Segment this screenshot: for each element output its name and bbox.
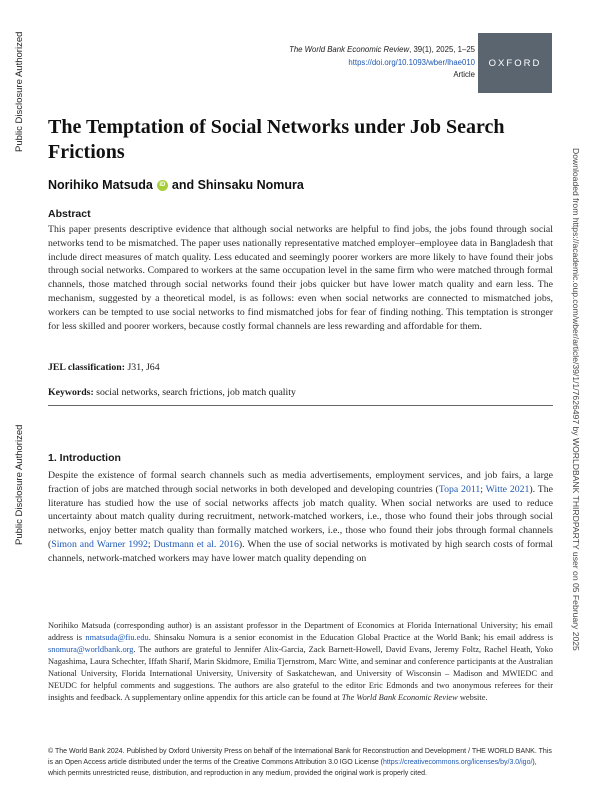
footnote-text-1: Norihiko Matsuda (corresponding author) is an assistant professor in the Department of Economics at Florida International University; his email address is xyxy=(48,621,553,642)
license-notice xyxy=(48,747,553,779)
keywords-label: Keywords: xyxy=(48,387,94,398)
publisher-logo: OXFORD xyxy=(478,33,552,93)
abstract-text: This paper presents descriptive evidence that although social networks are helpful to find jobs, the jobs found through social networks tend to be mismatched. The paper uses nationally representative matched employer–employee data in Bangladesh that include direct measures of match quality. Less educated and seemingly poorer workers are more likely to have found their jobs through social networks. Compared to workers at the same occupation level in the same firm who were matched through formal channels, those matched through social networks found their jobs quicker but have lower match quality and earn less. The mechanism, suggested by a theoretical model, is as follows: even when social networks are connected to mismatched jobs, workers can be tempted to use social networks to find mismatched jobs for fear of finding nothing. This temptation is stronger for less skilled and poorer workers, because costly formal channels are less rewarding and affordable for them. xyxy=(48,224,553,332)
doi-link[interactable]: https://doi.org/10.1093/wber/lhae010 xyxy=(348,57,475,67)
article-type: Article xyxy=(453,70,475,79)
keywords-list: social networks, search frictions, job match quality xyxy=(93,387,296,398)
jel-label: JEL classification: xyxy=(48,362,126,373)
citation-separator-1: ; xyxy=(480,483,486,495)
footnote-text-4: website. xyxy=(457,693,488,702)
introduction-heading: 1. Introduction xyxy=(48,452,121,464)
footnote-text-3: . The authors are grateful to Jennifer Alix-Garcia, Zack Barnett-Howell, David Evans, Jeremy Foltz, Rachel Heath, Yoko Nagashima, Laura Schechter, Iffath Sharif, Marin Skidmore, Emilia Tjernstrom, Marc Witte, and seminar and conference participants at the Australian National University, Florida International University, University of Saskatchewan, and University of Wisconsin – Madison and MWIEDC and NEUDC for helpful comments and suggestions. The authors are also grateful to the editor Eric Edmonds and two anonymous referees for their insights and feedback. A supplementary online appendix for this article can be found at xyxy=(48,645,553,702)
intro-text-3: ). When the use of social networks is motivated by high search costs of formal channels, network-matched workers may have lower match quality depending on xyxy=(48,538,553,564)
license-text-2: ), which permits unrestricted reuse, distribution, and reproduction in any medium, provided the original work is properly cited. xyxy=(48,758,537,777)
journal-name-italic: The World Bank Economic Review xyxy=(341,693,458,702)
introduction-text xyxy=(48,469,553,566)
license-text-1: © The World Bank 2024. Published by Oxford University Press on behalf of the International Bank for Reconstruction and Development / THE WORLD BANK. This is an Open Access article distributed under the terms of the Creative Commons Attribution 3.0 IGO License ( xyxy=(48,748,552,766)
citation-witte-2021[interactable]: Witte 2021 xyxy=(485,483,530,495)
citation-topa-2011[interactable]: Topa 2011 xyxy=(438,483,481,495)
disclosure-label-bottom: Public Disclosure Authorized xyxy=(14,424,25,545)
author-list xyxy=(48,178,304,192)
intro-text-2: ). The literature has studied how the use of social networks affects job match quality. When social networks are used to reduce uncertainty about match quality during recruitment, network-matched workers, i.e., those who found their jobs through social networks, enjoy better match quality than formally matched workers, i.e., those who found their jobs through formal channels ( xyxy=(48,483,553,550)
jel-classification xyxy=(48,362,160,373)
disclosure-label-top: Public Disclosure Authorized xyxy=(14,31,25,152)
abstract-heading: Abstract xyxy=(48,208,91,220)
keywords xyxy=(48,387,296,398)
jel-codes: J31, J64 xyxy=(125,362,160,373)
citation-simon-warner-1992[interactable]: Simon and Warner 1992 xyxy=(51,538,148,550)
email-link-nomura[interactable]: snomura@worldbank.org xyxy=(48,645,134,654)
license-link[interactable]: https://creativecommons.org/licenses/by/3.0/igo/ xyxy=(383,758,533,766)
citation-separator-2: ; xyxy=(147,538,154,550)
author-footnote xyxy=(48,620,553,704)
journal-issue: , 39(1), 2025, 1–25 xyxy=(409,45,475,54)
article-title: The Temptation of Social Networks under Job Search Frictions xyxy=(48,116,505,163)
journal-name: The World Bank Economic Review xyxy=(289,45,410,54)
footnote-text-2: . Shinsaku Nomura is a senior economist in the Education Global Practice at the World Bank; his email address is xyxy=(148,633,554,642)
email-link-matsuda[interactable]: nmatsuda@fiu.edu xyxy=(85,633,149,642)
intro-text-1: Despite the existence of formal search channels such as media advertisements, employment services, and job fairs, a large fraction of jobs are matched through social networks in both developed and developing countries ( xyxy=(48,470,553,495)
citation-dustmann-2016[interactable]: Dustmann et al. 2016 xyxy=(153,538,239,550)
journal-meta xyxy=(289,44,475,82)
orcid-icon[interactable]: iD xyxy=(157,180,168,191)
download-watermark: Downloaded from https://academic.oup.com/wber/article/39/1/1/7626497 by WORLDBANK THIRDPARTY user on 05 February 2025 xyxy=(571,148,581,651)
section-divider xyxy=(48,405,553,406)
author-name-1[interactable]: Norihiko Matsuda xyxy=(48,178,153,192)
author-name-2[interactable]: and Shinsaku Nomura xyxy=(171,178,304,192)
